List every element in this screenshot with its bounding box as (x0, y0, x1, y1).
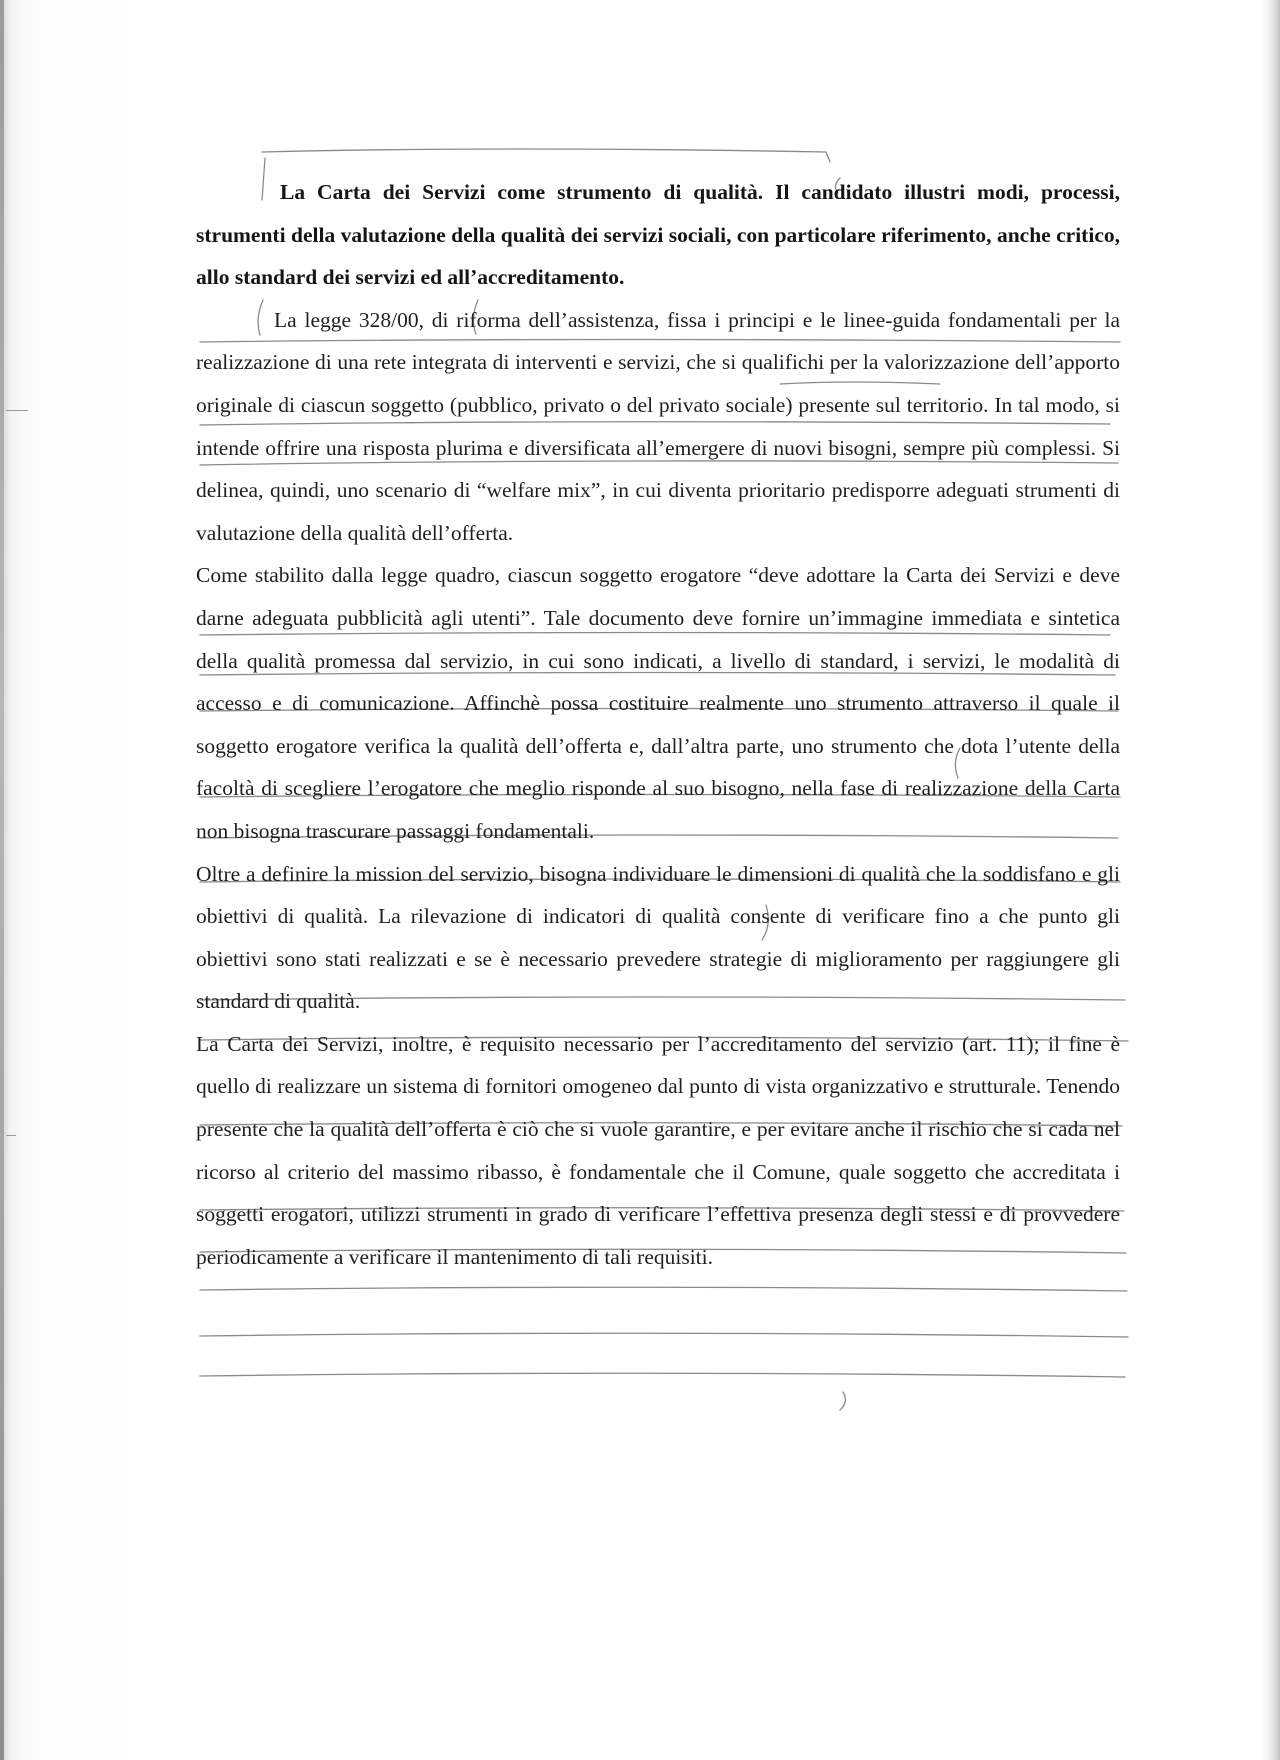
pencil-bracket-heading (262, 149, 830, 162)
pencil-underline (200, 1333, 1128, 1337)
page-right-edge (1260, 0, 1280, 1760)
paragraph: La legge 328/00, di riforma dell’assistenza, fissa i principi e le linee-guida fondamentali per la realizzazione di una rete integrata di interventi e servizi, che si qualifichi per la valorizzazione dell’apporto originale di ciascun soggetto (pubblico, privato o del privato sociale) presente sul territorio. In tal modo, si intende offrire una risposta plurima e diversificata all’emergere di nuovi bisogni, sempre più complessi. Si delinea, quindi, uno scenario di “welfare mix”, in cui diventa prioritario predisporre adeguati strumenti di valutazione della qualità dell’offerta. (196, 307, 1120, 545)
paragraph: La Carta dei Servizi, inoltre, è requisito necessario per l’accreditamento del servizio (art. 11); il fine è quello di realizzare un sistema di fornitori omogeneo dal punto di vista organizzativo e strutturale. Tenendo presente che la qualità dell’offerta è ciò che si vuole garantire, e per evitare anche il rischio che si cada nel ricorso al criterio del massimo ribasso, è fondamentale che il Comune, quale soggetto che accreditata i soggetti erogatori, utilizzi strumenti in grado di verificare l’effettiva presenza degli stessi e di provvedere periodicamente a verificare il mantenimento di tali requisiti. (196, 1031, 1120, 1269)
pencil-underline (200, 1287, 1127, 1291)
paragraph: Oltre a definire la mission del servizio, bisogna individuare le dimensioni di qualità che la soddisfano e gli obiettivi di qualità. La rilevazione di indicatori di qualità consente di verificare fino a che punto gli obiettivi sono stati realizzati e se è necessario prevedere strategie di miglioramento per raggiungere gli standard di qualità. (196, 861, 1120, 1014)
document-body (196, 171, 1120, 1278)
pencil-mark (840, 1392, 845, 1410)
page-left-edge (0, 0, 4, 1760)
question-heading: La Carta dei Servizi come strumento di qualità. Il candidato illustri modi, processi, strumenti della valutazione della qualità dei servizi sociali, con particolare riferimento, anche critico, allo standard dei servizi ed all’accreditamento. (196, 180, 1120, 290)
margin-mark (6, 1135, 16, 1136)
margin-mark (6, 410, 28, 411)
pencil-underline (200, 1373, 1125, 1377)
paragraph: Come stabilito dalla legge quadro, ciascun soggetto erogatore “deve adottare la Carta dei Servizi e deve darne adeguata pubblicità agli utenti”. Tale documento deve fornire un’immagine immediata e sintetica della qualità promessa dal servizio, in cui sono indicati, a livello di standard, i servizi, le modalità di accesso e di comunicazione. Affinchè possa costituire realmente uno strumento attraverso il quale il soggetto erogatore verifica la qualità dell’offerta e, dall’altra parte, uno strumento che dota l’utente della facoltà di scegliere l’erogatore che meglio risponde al suo bisogno, nella fase di realizzazione della Carta non bisogna trascurare passaggi fondamentali. (196, 563, 1120, 843)
